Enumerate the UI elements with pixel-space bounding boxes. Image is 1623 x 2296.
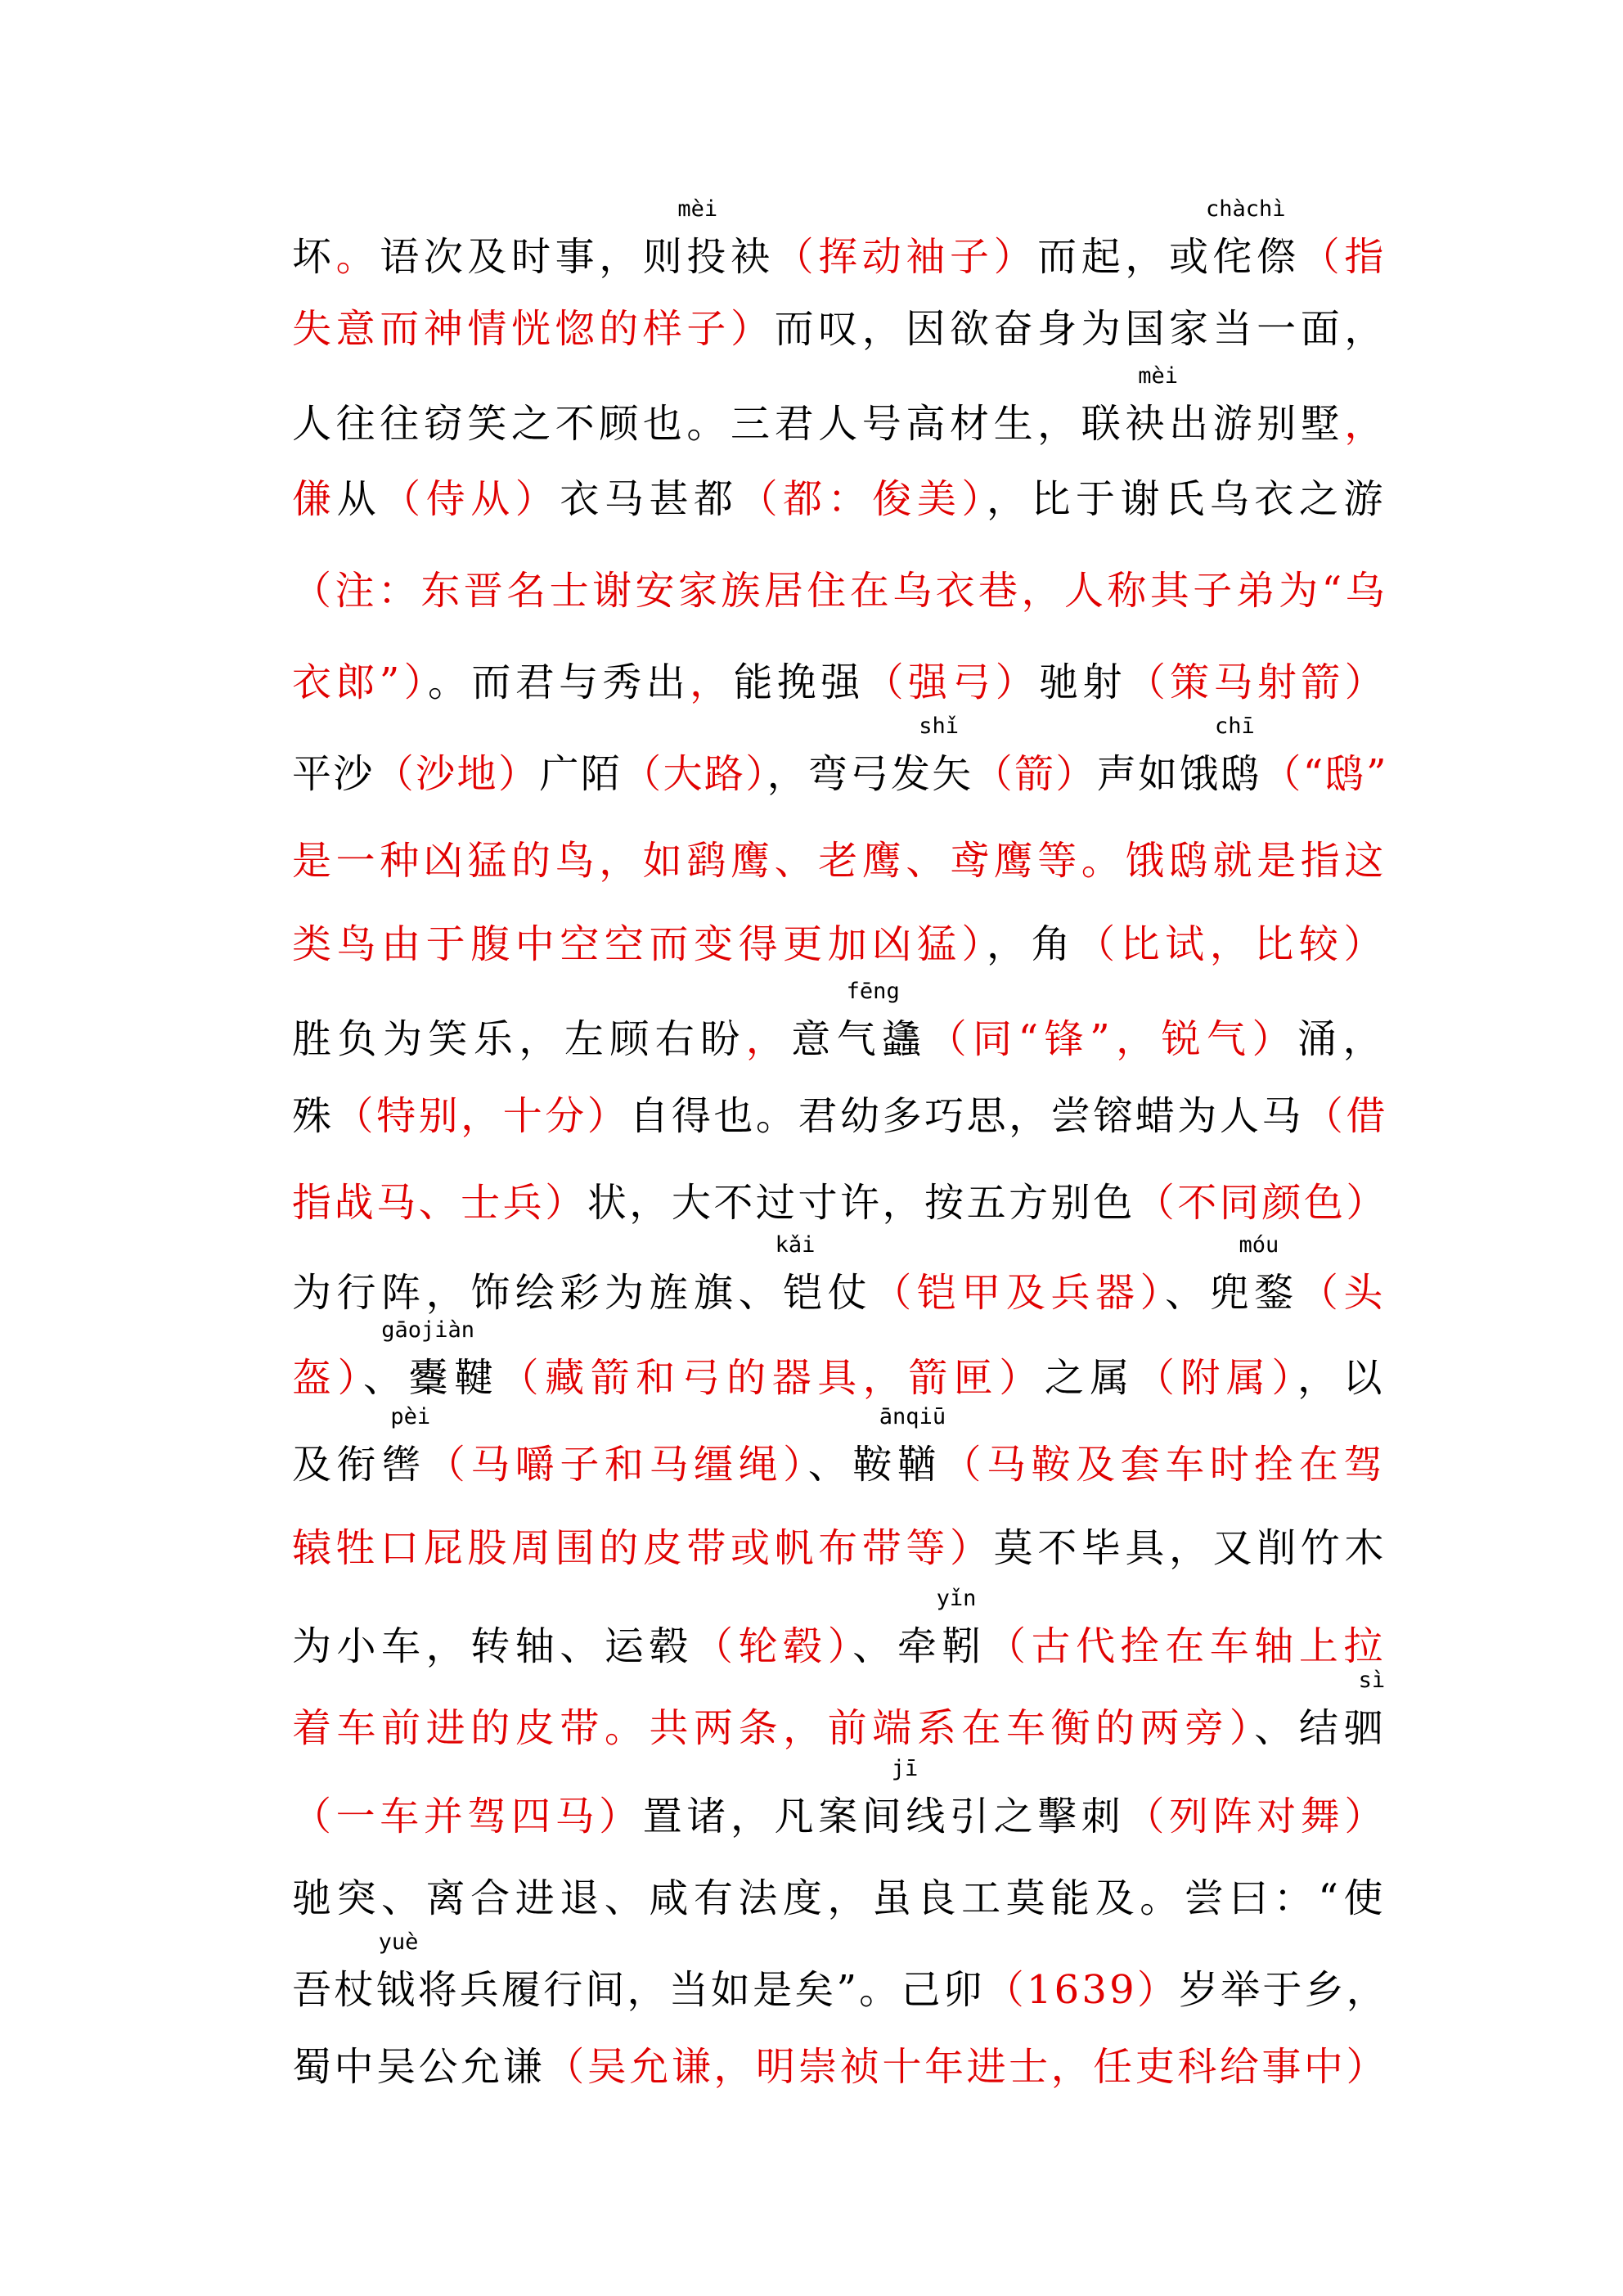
body-text: 蠭 bbox=[882, 1016, 928, 1062]
annotation-text: （沙地） bbox=[374, 751, 540, 797]
annotation-text: （指 bbox=[1300, 234, 1388, 280]
annotation-text: （侍从） bbox=[381, 476, 560, 522]
annotation-text: 傔 bbox=[292, 476, 337, 522]
body-text: 自得也。君幼多巧思，尝镕蜡为人马 bbox=[629, 1093, 1304, 1139]
body-text: ，弯弓发矢 bbox=[767, 751, 973, 797]
pinyin-annotation: mèi bbox=[1138, 363, 1178, 389]
body-text: 为小车，转轴、运毂 bbox=[292, 1623, 695, 1669]
annotation-text: 指战马、士兵） bbox=[292, 1180, 587, 1226]
annotation-text: （马鞍及套车时拴在驾 bbox=[942, 1442, 1388, 1488]
body-text: 状，大不过寸许，按五方别色 bbox=[587, 1180, 1135, 1226]
text-line bbox=[292, 696, 1388, 797]
annotation-text: 衣郎”） bbox=[292, 660, 428, 705]
annotation-text: （同“锋”，锐气） bbox=[927, 1016, 1297, 1062]
annotation-text: 是一种凶猛的鸟，如鹞鹰、老鹰、鸢鹰等。饿鸱就是指这 bbox=[292, 838, 1388, 884]
body-text: 语次及时事，则投袂 bbox=[380, 234, 775, 280]
body-text: 蜀中吴公允谦 bbox=[292, 2044, 546, 2090]
body-text: 、牵靷 bbox=[852, 1623, 987, 1669]
body-text: 置诸，凡案间线引之擊刺 bbox=[642, 1794, 1126, 1839]
body-text: ，比于谢氏乌衣之游 bbox=[986, 476, 1388, 522]
body-text: 岁举于乡， bbox=[1179, 1967, 1388, 2013]
body-text: 从 bbox=[336, 476, 382, 522]
annotation-text: （注：东晋名士谢安家族居住在乌衣巷，人称其子弟为“乌 bbox=[292, 568, 1388, 614]
text-line bbox=[292, 1124, 1388, 1226]
body-text: 涌， bbox=[1297, 1016, 1388, 1062]
annotation-text: （“鸱” bbox=[1261, 751, 1388, 797]
pinyin-annotation: yuè bbox=[378, 1929, 419, 1955]
annotation-text: ， bbox=[690, 660, 734, 705]
text-line bbox=[292, 1214, 1388, 1316]
pinyin-annotation: shǐ bbox=[919, 714, 959, 739]
pinyin-annotation: chī bbox=[1215, 714, 1255, 739]
body-text: 及衔辔 bbox=[292, 1442, 426, 1488]
annotation-text: （轮毂） bbox=[694, 1623, 853, 1669]
pinyin-annotation: móu bbox=[1239, 1232, 1279, 1258]
pinyin-annotation: gāojiàn bbox=[381, 1317, 475, 1343]
text-line bbox=[292, 1650, 1388, 1751]
body-text: 驰射 bbox=[1039, 660, 1126, 705]
body-text: 意气 bbox=[791, 1016, 883, 1062]
body-text: 、櫜鞬 bbox=[363, 1355, 500, 1401]
pinyin-annotation: jī bbox=[891, 1756, 919, 1781]
pinyin-annotation: mèi bbox=[677, 196, 718, 222]
body-text: 。而君与秀出 bbox=[427, 660, 690, 705]
annotation-text: （1639） bbox=[984, 1967, 1180, 2013]
body-text: 殊 bbox=[292, 1093, 335, 1139]
body-text: 能挽强 bbox=[733, 660, 865, 705]
pinyin-annotation: ānqiū bbox=[879, 1404, 946, 1429]
text-line bbox=[292, 1988, 1388, 2090]
annotation-text: （列阵对舞） bbox=[1125, 1794, 1388, 1839]
annotation-text: （吴允谦，明崇祯十年进士，任吏科给事中） bbox=[545, 2044, 1388, 2090]
annotation-text: 着车前进的皮带。共两条，前端系在车衡的两旁） bbox=[292, 1705, 1255, 1751]
annotation-text: 辕牲口屁股周围的皮带或帆布带等） bbox=[292, 1525, 994, 1571]
pinyin-annotation: sì bbox=[1358, 1668, 1386, 1693]
pinyin-annotation: chàchì bbox=[1206, 196, 1286, 222]
body-text: 广陌 bbox=[539, 751, 623, 797]
annotation-text: （马嚼子和马缰绳） bbox=[425, 1442, 808, 1488]
text-line bbox=[292, 866, 1388, 967]
body-text: 声如饿鸱 bbox=[1096, 751, 1262, 797]
annotation-text: （都：俊美） bbox=[738, 476, 987, 522]
pinyin-annotation: kǎi bbox=[775, 1232, 816, 1258]
body-text: 人往往窃笑之不顾也。三君人号高材生，联袂出游别墅 bbox=[292, 401, 1345, 447]
text-line bbox=[292, 1820, 1388, 1921]
body-text: 、兜鍪 bbox=[1165, 1270, 1299, 1316]
annotation-text: 盔） bbox=[292, 1355, 364, 1401]
annotation-text: （铠甲及兵器） bbox=[872, 1270, 1166, 1316]
annotation-text: 类鸟由于腹中空空而变得更加凶猛） bbox=[292, 921, 987, 967]
annotation-text: （比试，比较） bbox=[1076, 921, 1388, 967]
pinyin-annotation: yǐn bbox=[936, 1586, 977, 1611]
pinyin-annotation: fēng bbox=[846, 979, 900, 1004]
body-text: 莫不毕具，又削竹木 bbox=[993, 1525, 1388, 1571]
annotation-text: （头 bbox=[1298, 1270, 1388, 1316]
text-line bbox=[292, 250, 1388, 352]
annotation-text: （古代拴在车轴上拉 bbox=[986, 1623, 1388, 1669]
pinyin-annotation: pèi bbox=[390, 1404, 431, 1429]
text-line bbox=[292, 421, 1388, 522]
annotation-text: （不同颜色） bbox=[1135, 1180, 1388, 1226]
annotation-text: （箭） bbox=[973, 751, 1097, 797]
body-text: 驰突、离合进退、咸有法度，虽良工莫能及。尝曰：“使 bbox=[292, 1875, 1388, 1921]
text-line bbox=[292, 512, 1388, 614]
text-line bbox=[292, 1299, 1388, 1401]
annotation-text: （挥动袖子） bbox=[774, 234, 1038, 280]
body-text: 之属 bbox=[1044, 1355, 1135, 1401]
text-line bbox=[292, 604, 1388, 705]
text-line bbox=[292, 1470, 1388, 1571]
annotation-text: （大路） bbox=[622, 751, 767, 797]
body-text: 平沙 bbox=[292, 751, 375, 797]
body-text: 、鞍鞧 bbox=[807, 1442, 942, 1488]
annotation-text: 。 bbox=[335, 234, 380, 280]
annotation-text: （借 bbox=[1303, 1093, 1388, 1139]
annotation-text: （藏箭和弓的器具，箭匣） bbox=[499, 1355, 1045, 1401]
annotation-text: （一车并驾四马） bbox=[292, 1794, 643, 1839]
body-text: 而叹，因欲奋身为国家当一面， bbox=[774, 306, 1388, 352]
body-text: 为行阵，饰绘彩为旌旗、铠仗 bbox=[292, 1270, 873, 1316]
body-text: 胜负为笑乐，左顾右盼 bbox=[292, 1016, 746, 1062]
body-text: 坏 bbox=[292, 234, 336, 280]
annotation-text: （附属） bbox=[1135, 1355, 1297, 1401]
annotation-text: （策马射箭） bbox=[1126, 660, 1388, 705]
body-text: 衣马甚都 bbox=[560, 476, 739, 522]
body-text: 而起，或侘傺 bbox=[1037, 234, 1301, 280]
body-text: 、结驷 bbox=[1254, 1705, 1388, 1751]
text-line bbox=[292, 1038, 1388, 1139]
annotation-text: 失意而神情恍惚的样子） bbox=[292, 306, 775, 352]
annotation-text: （特别，十分） bbox=[334, 1093, 630, 1139]
annotation-text: （强弓） bbox=[864, 660, 1040, 705]
annotation-text: ， bbox=[1344, 401, 1388, 447]
body-text: 吾杖钺将兵履行间，当如是矣”。己卯 bbox=[292, 1967, 985, 2013]
body-text: ，以 bbox=[1297, 1355, 1388, 1401]
annotation-text: ， bbox=[745, 1016, 792, 1062]
body-text: ，角 bbox=[986, 921, 1077, 967]
